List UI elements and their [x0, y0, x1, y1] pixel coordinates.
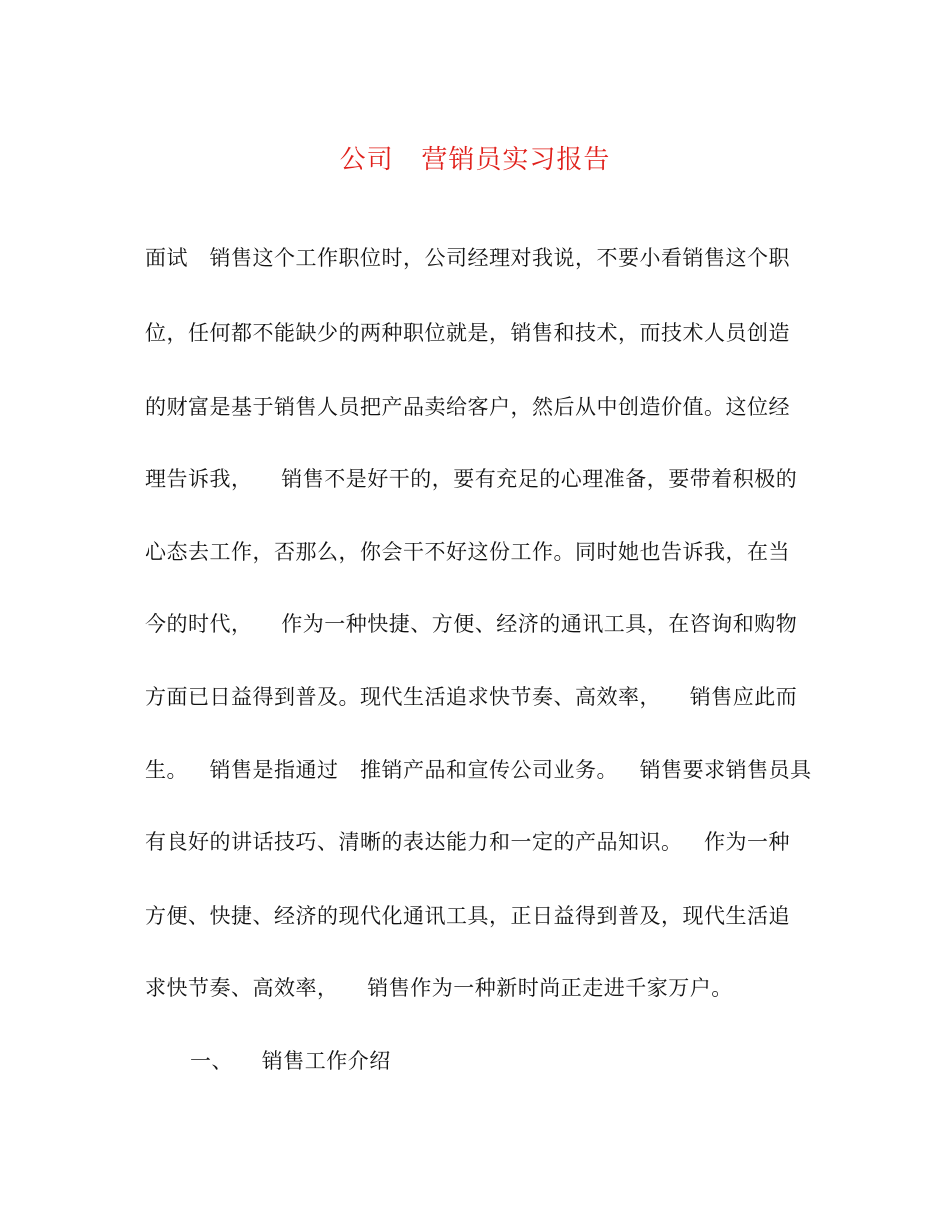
document-title: 公司 营销员实习报告: [339, 145, 611, 175]
paragraph-line: 生。 销售是指通过 推销产品和宣传公司业务。 销售要求销售员具: [145, 758, 812, 782]
paragraph-line: 的财富是基于销售人员把产品卖给客户，然后从中创造价值。这位经: [145, 395, 790, 419]
paragraph-line: 有良好的讲话技巧、清晰的表达能力和一定的产品知识。 作为一种: [145, 830, 791, 854]
paragraph-line: 方便、快捷、经济的现代化通讯工具，正日益得到普及，现代生活追: [145, 904, 790, 928]
paragraph-line: 今的时代， 作为一种快捷、方便、经济的通讯工具，在咨询和购物: [145, 612, 798, 636]
paragraph-line: 理告诉我， 销售不是好干的，要有充足的心理准备，要带着积极的: [145, 467, 798, 491]
paragraph-line: 方面已日益得到普及。现代生活追求快节奏、高效率， 销售应此而: [145, 685, 798, 709]
paragraph-line: 求快节奏、高效率， 销售作为一种新时尚正走进千家万户。: [145, 976, 733, 1000]
paragraph-line: 心态去工作，否那么，你会干不好这份工作。同时她也告诉我，在当: [145, 540, 790, 564]
paragraph-line: 面试 销售这个工作职位时，公司经理对我说，不要小看销售这个职: [145, 246, 791, 270]
paragraph-line: 位，任何都不能缺少的两种职位就是，销售和技术，而技术人员创造: [145, 321, 790, 345]
section-heading: 一、 销售工作介绍: [190, 1049, 391, 1073]
